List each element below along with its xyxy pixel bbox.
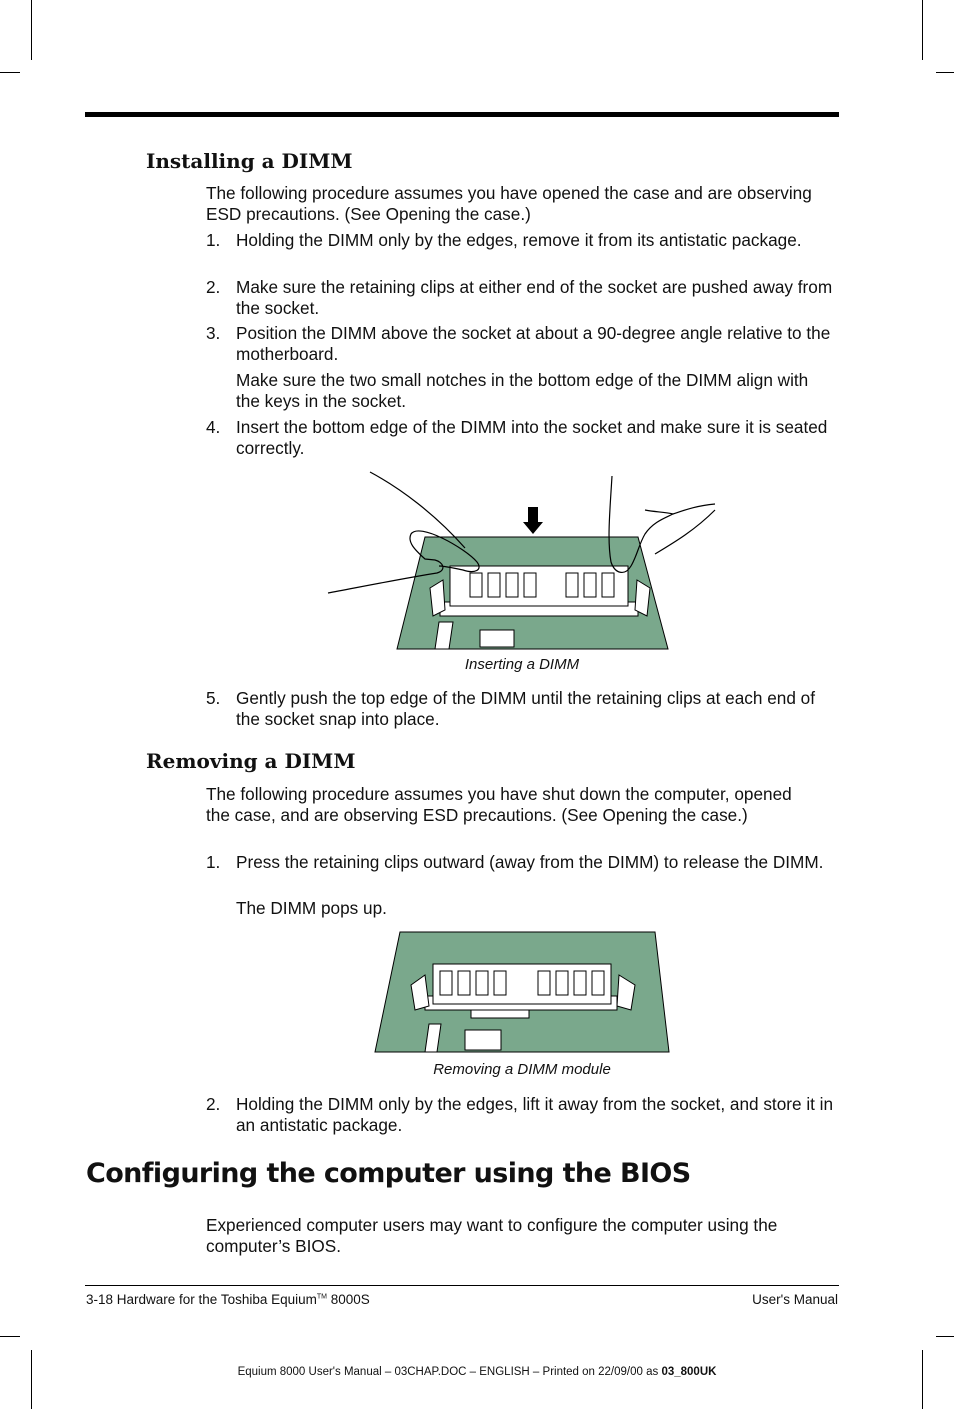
step-number: 1. [206,852,221,872]
step-text: Holding the DIMM only by the edges, lift it away from the socket, and store it in an antistatic package. [236,1094,834,1135]
down-arrow-icon [523,507,543,534]
chip [465,1030,501,1050]
crop-mark [31,0,32,60]
step-text: Gently push the top edge of the DIMM until the retaining clips at each end of the socket snap into place. [236,688,815,729]
footer-title: 3-18 Hardware for the Toshiba Equium [86,1292,317,1307]
footer-right: User's Manual [752,1292,838,1307]
step-number: 5. [206,688,221,708]
bios-intro: Experienced computer users may want to configure the computer using the computer’s BIOS. [206,1215,778,1256]
installing-intro: The following procedure assumes you have opened the case and are observing ESD precautions. (See Opening the case.) [206,183,812,224]
figure-caption-removing: Removing a DIMM module [433,1061,611,1078]
figure-caption-inserting: Inserting a DIMM [464,656,580,673]
print-info [0,1366,954,1378]
step-text: Make sure the retaining clips at either end of the socket are pushed away from the socket. [236,277,833,318]
removing-intro: The following procedure assumes you have shut down the computer, opened the case, and are observing ESD precautions. (See Opening the case.) [206,784,792,825]
remove-step-1-note: The DIMM pops up. [236,898,387,918]
install-step-3-note: Make sure the two small notches in the bottom edge of the DIMM align with the keys in the socket. [236,370,809,411]
step-number: 4. [206,417,221,437]
small-chip [471,1010,529,1018]
heading-configuring-bios: Configuring the computer using the BIOS [86,1158,691,1189]
crop-mark [31,1350,32,1409]
crop-mark [0,1336,20,1337]
crop-mark [922,0,923,60]
crop-mark [0,72,20,73]
header-rule [85,112,839,117]
removing-dimm-illustration [373,930,671,1056]
inserting-dimm-illustration [325,470,720,652]
footer-rule [85,1285,839,1286]
step-number: 3. [206,323,221,343]
trademark-mark: TM [316,1293,327,1301]
step-text: Press the retaining clips outward (away from the DIMM) to release the DIMM. [236,852,824,872]
crop-mark [936,72,954,73]
step-number: 2. [206,1094,221,1114]
crop-mark [936,1336,954,1337]
footer-model: 8000S [327,1292,370,1307]
crop-mark [922,1350,923,1409]
step-number: 1. [206,230,221,250]
step-text: Holding the DIMM only by the edges, remove it from its antistatic package. [236,230,802,250]
footer-left [86,1292,370,1307]
print-file: 03_800UK [661,1366,717,1378]
step-text: Position the DIMM above the socket at about a 90-degree angle relative to the motherboard. [236,323,831,364]
step-text: Insert the bottom edge of the DIMM into the socket and make sure it is seated correctly. [236,417,828,458]
step-number: 2. [206,277,221,297]
chip [480,630,514,647]
heading-removing-dimm: Removing a DIMM [146,749,356,773]
print-info-text: Equium 8000 User's Manual – 03CHAP.DOC – ENGLISH – Printed on 22/09/00 as [237,1366,662,1378]
heading-installing-dimm: Installing a DIMM [146,149,353,173]
